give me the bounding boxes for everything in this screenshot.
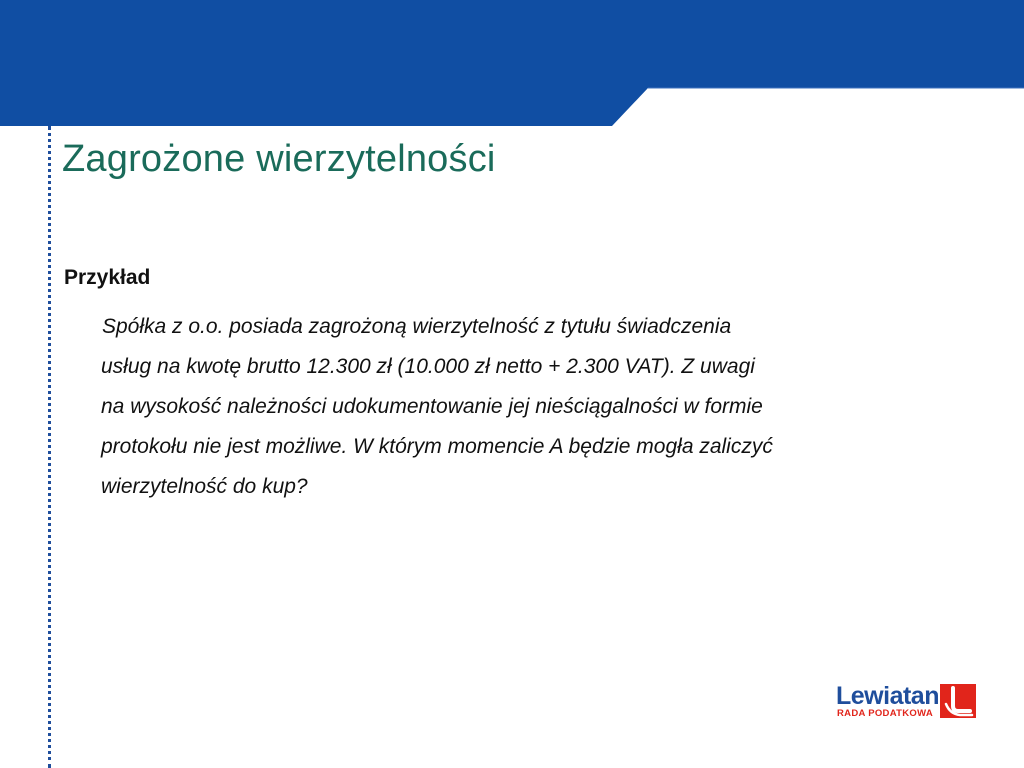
paragraph-line: usług na kwotę brutto 12.300 zł (10.000 zł netto + 2.300 VAT). Z uwagi (101, 355, 755, 378)
paragraph-line: protokołu nie jest możliwe. W którym momencie A będzie mogła zaliczyć (101, 435, 773, 458)
logo-subtitle: RADA PODATKOWA (837, 708, 934, 719)
header-band (0, 0, 1024, 126)
header-band-shape (0, 0, 1024, 126)
paragraph-line: na wysokość należności udokumentowanie jej nieściągalności w formie (101, 395, 763, 418)
logo-name: Lewiatan (836, 682, 939, 710)
logo-mark-icon (940, 684, 976, 718)
example-heading: Przykład (64, 266, 151, 289)
example-paragraph (101, 307, 961, 507)
paragraph-line: wierzytelność do kup? (101, 475, 308, 498)
lewiatan-logo (836, 683, 976, 723)
dotted-margin-rule (48, 126, 51, 768)
slide-title: Zagrożone wierzytelności (62, 138, 496, 180)
paragraph-line: Spółka z o.o. posiada zagrożoną wierzytelność z tytułu świadczenia (102, 315, 732, 338)
